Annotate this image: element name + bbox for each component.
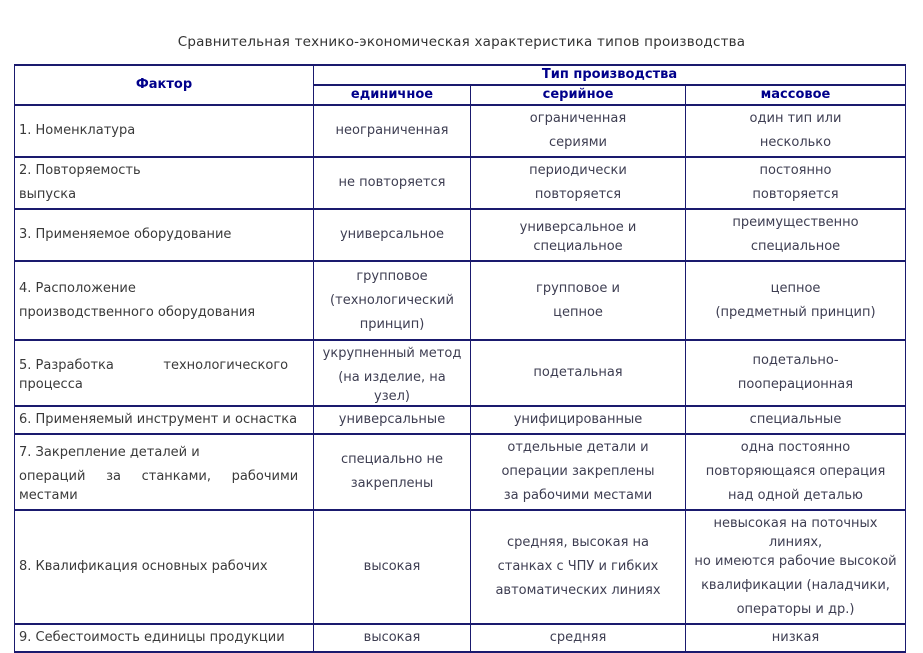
cell-line: групповое и bbox=[536, 280, 620, 296]
cell-line: невысокая на поточных bbox=[713, 516, 878, 531]
table-row-3 bbox=[15, 209, 906, 261]
cell-line: специальное bbox=[750, 239, 841, 254]
cell-row9-factor bbox=[15, 624, 314, 652]
cell-line: автоматических линиях bbox=[495, 583, 661, 598]
cell-row9-mass bbox=[686, 624, 906, 652]
cell-line: неограниченная bbox=[335, 123, 449, 138]
cell-row3-serial bbox=[471, 209, 686, 261]
cell-line: один тип или bbox=[749, 111, 842, 126]
cell-line: средняя bbox=[549, 630, 607, 645]
cell-line: групповое bbox=[356, 268, 428, 284]
cell-line: линиях, bbox=[768, 535, 823, 550]
cell-line: преимущественно bbox=[732, 215, 859, 230]
cell-row3-factor bbox=[15, 209, 314, 261]
cell-line: пооперационная bbox=[737, 377, 854, 392]
cell-row2-mass bbox=[686, 157, 906, 209]
cell-line: квалификации (наладчики, bbox=[701, 578, 890, 593]
cell-line: производственного оборудования bbox=[19, 304, 256, 320]
cell-line: сериями bbox=[549, 135, 607, 150]
cell-row6-serial bbox=[471, 406, 686, 434]
cell-line: универсальные bbox=[338, 412, 446, 427]
cell-line: местами bbox=[19, 488, 78, 503]
table-row-4 bbox=[15, 261, 906, 340]
cell-row4-serial bbox=[471, 261, 686, 340]
table-row-5 bbox=[15, 340, 906, 406]
cell-line: но имеются рабочие высокой bbox=[694, 554, 897, 569]
cell-line: 2. Повторяемость bbox=[19, 163, 141, 178]
cell-line: ограниченная bbox=[529, 111, 627, 126]
cell-line: высокая bbox=[363, 630, 421, 645]
cell-line: отдельные детали и bbox=[507, 440, 649, 455]
cell-row3-mass bbox=[686, 209, 906, 261]
cell-row1-factor bbox=[15, 105, 314, 157]
cell-line: унифицированные bbox=[513, 412, 643, 427]
column-header-factor: Фактор bbox=[15, 65, 314, 105]
production-types-table bbox=[14, 64, 906, 653]
column-header-unit: единичное bbox=[314, 85, 471, 105]
cell-row4-factor bbox=[15, 261, 314, 340]
cell-row2-serial bbox=[471, 157, 686, 209]
cell-line: процесса bbox=[19, 377, 83, 392]
cell-line: универсальное и bbox=[519, 220, 637, 235]
cell-line: несколько bbox=[759, 135, 832, 150]
cell-line: 3. Применяемое оборудование bbox=[19, 227, 232, 242]
table-row-8 bbox=[15, 510, 906, 624]
cell-line: периодически bbox=[529, 163, 627, 178]
cell-line: узел) bbox=[374, 389, 410, 404]
cell-line: специальное bbox=[533, 239, 623, 254]
cell-line: цепное bbox=[770, 280, 821, 296]
cell-line: 5. Разработка технологического bbox=[19, 358, 289, 373]
cell-line: 1. Номенклатура bbox=[19, 123, 136, 138]
cell-line: специально не bbox=[341, 452, 443, 467]
table-row-1 bbox=[15, 105, 906, 157]
cell-row3-unit bbox=[314, 209, 471, 261]
cell-line: над одной деталью bbox=[727, 488, 863, 503]
cell-line: операторы и др.) bbox=[736, 602, 855, 617]
cell-line: (на изделие, на bbox=[338, 370, 446, 385]
cell-row1-mass bbox=[686, 105, 906, 157]
cell-line: (технологический bbox=[330, 292, 454, 308]
page-title: Сравнительная технико-экономическая характеристика типов производства bbox=[177, 34, 746, 50]
cell-row4-mass bbox=[686, 261, 906, 340]
cell-row8-factor bbox=[15, 510, 314, 624]
cell-line: низкая bbox=[771, 630, 820, 645]
table-body bbox=[15, 105, 906, 652]
table-row-9 bbox=[15, 624, 906, 652]
cell-row2-factor bbox=[15, 157, 314, 209]
cell-row9-serial bbox=[471, 624, 686, 652]
cell-row7-factor bbox=[15, 434, 314, 510]
cell-row7-unit bbox=[314, 434, 471, 510]
cell-line: не повторяется bbox=[338, 175, 446, 190]
column-header-serial: серийное bbox=[471, 85, 686, 105]
cell-row5-unit bbox=[314, 340, 471, 406]
cell-line: 4. Расположение bbox=[19, 280, 136, 296]
cell-line: постоянно bbox=[759, 163, 832, 178]
cell-row7-mass bbox=[686, 434, 906, 510]
cell-line: подетальная bbox=[533, 365, 623, 380]
cell-row8-mass bbox=[686, 510, 906, 624]
cell-row6-mass bbox=[686, 406, 906, 434]
cell-line: средняя, высокая на bbox=[506, 535, 650, 550]
cell-line: выпуска bbox=[19, 187, 77, 202]
column-header-production-type: Тип производства bbox=[314, 65, 906, 85]
cell-row6-unit bbox=[314, 406, 471, 434]
table-row-7 bbox=[15, 434, 906, 510]
cell-line: укрупненный метод bbox=[322, 346, 462, 361]
cell-line: 8. Квалификация основных рабочих bbox=[19, 559, 268, 574]
cell-row4-unit bbox=[314, 261, 471, 340]
cell-line: 6. Применяемый инструмент и оснастка bbox=[19, 412, 298, 427]
cell-line: закреплены bbox=[350, 476, 434, 491]
cell-row8-serial bbox=[471, 510, 686, 624]
cell-row5-mass bbox=[686, 340, 906, 406]
cell-line: универсальное bbox=[339, 227, 445, 242]
table-row-2 bbox=[15, 157, 906, 209]
table-header bbox=[15, 65, 906, 105]
cell-line: 7. Закрепление деталей и bbox=[19, 445, 200, 460]
cell-row2-unit bbox=[314, 157, 471, 209]
cell-line: одна постоянно bbox=[740, 440, 851, 455]
cell-line: цепное bbox=[553, 304, 603, 320]
cell-row8-unit bbox=[314, 510, 471, 624]
cell-line: повторяется bbox=[534, 187, 622, 202]
cell-line: высокая bbox=[363, 559, 421, 574]
cell-line: станках с ЧПУ и гибких bbox=[497, 559, 659, 574]
cell-row1-serial bbox=[471, 105, 686, 157]
cell-line: операции закреплены bbox=[501, 464, 655, 479]
cell-row9-unit bbox=[314, 624, 471, 652]
cell-line: подетально- bbox=[752, 353, 839, 368]
header-row-group bbox=[15, 65, 906, 85]
cell-row6-factor bbox=[15, 406, 314, 434]
cell-line: повторяется bbox=[752, 187, 839, 202]
cell-line: операций за станками, рабочими bbox=[19, 469, 299, 484]
cell-line: (предметный принцип) bbox=[715, 304, 876, 320]
cell-row5-serial bbox=[471, 340, 686, 406]
table-row-6 bbox=[15, 406, 906, 434]
column-header-mass: массовое bbox=[686, 85, 906, 105]
cell-line: специальные bbox=[749, 412, 842, 427]
cell-line: повторяющаяся операция bbox=[705, 464, 886, 479]
cell-row7-serial bbox=[471, 434, 686, 510]
cell-line: 9. Себестоимость единицы продукции bbox=[19, 630, 285, 645]
cell-line: принцип) bbox=[359, 316, 425, 332]
cell-row1-unit bbox=[314, 105, 471, 157]
cell-row5-factor bbox=[15, 340, 314, 406]
cell-line: за рабочими местами bbox=[503, 488, 653, 503]
